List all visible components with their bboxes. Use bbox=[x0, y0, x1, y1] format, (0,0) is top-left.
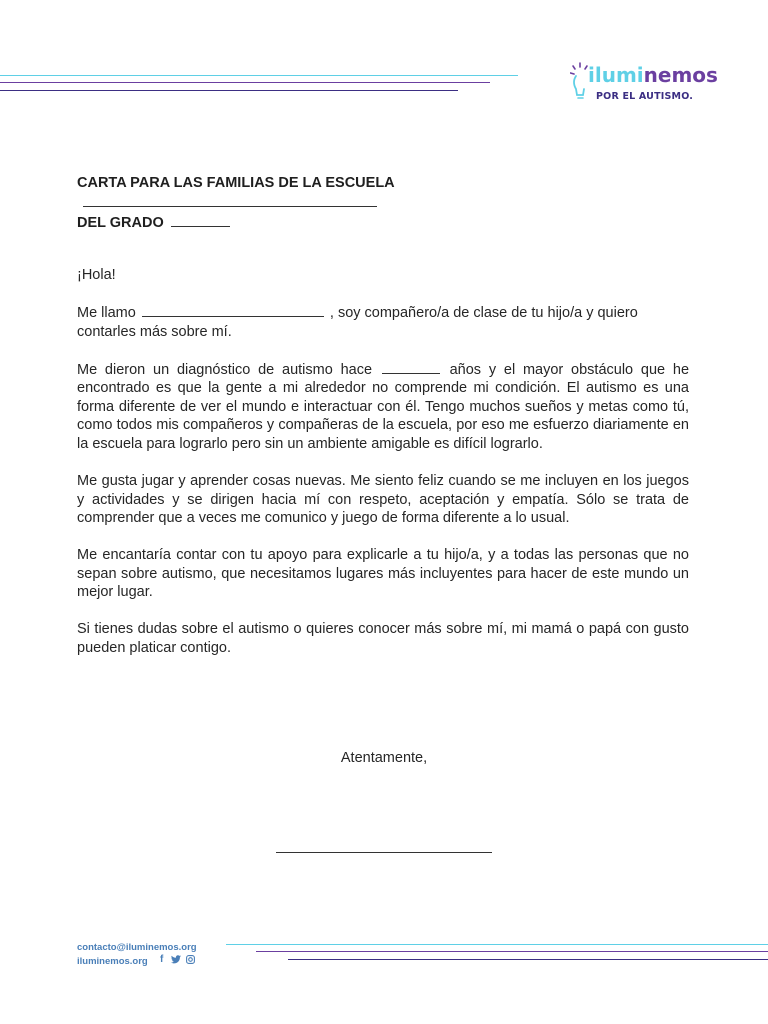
years-field[interactable] bbox=[382, 360, 440, 374]
grade-field[interactable] bbox=[171, 213, 230, 227]
footer-line-cyan bbox=[226, 944, 768, 945]
intro-before: Me llamo bbox=[77, 304, 136, 321]
intro-after: , soy compañero/a de clase de tu hijo/a y quiero contarles más sobre mí. bbox=[77, 304, 638, 340]
diagnosis-paragraph bbox=[77, 360, 689, 454]
footer-line-purple bbox=[256, 951, 768, 952]
student-name-field[interactable] bbox=[142, 303, 324, 317]
diagnosis-after: años y el mayor obstáculo que he encontrado es que la gente a mi alrededor no comprende mi condición. El autismo es una forma diferente de ver el mundo e interactuar con él. Tengo muchos sueños y metas como tú, como todos mis compañeros y compañeras de la escuela, por eso me esfuerzo diariamente en la escuela para lograrlo pero sin un ambiente amigable es difícil lograrlo. bbox=[77, 361, 690, 452]
logo bbox=[566, 56, 718, 108]
facebook-icon[interactable]: f bbox=[160, 954, 164, 965]
heading-grade-label: DEL GRADO bbox=[77, 215, 164, 231]
contact-paragraph: Si tienes dudas sobre el autismo o quieres conocer más sobre mí, mi mamá o papá con gusto pueden platicar contigo. bbox=[77, 621, 689, 656]
footer-website[interactable]: iluminemos.org bbox=[77, 956, 148, 967]
twitter-icon[interactable] bbox=[171, 955, 181, 964]
interests-paragraph: Me gusta jugar y aprender cosas nuevas. Me siento feliz cuando se me incluyen en los juegos y actividades y se dirigen hacia mí con respeto, aceptación y empatía. Sólo se trata de comprender que a veces me comunico y juego de forma diferente a lo usual. bbox=[77, 472, 689, 527]
signature-line[interactable] bbox=[276, 852, 492, 853]
header-line-cyan bbox=[0, 75, 518, 76]
heading-title: CARTA PARA LAS FAMILIAS DE LA ESCUELA bbox=[77, 175, 395, 191]
greeting: ¡Hola! bbox=[77, 267, 116, 283]
intro-paragraph bbox=[77, 303, 689, 341]
instagram-icon[interactable] bbox=[186, 955, 195, 964]
header-line-navy bbox=[0, 90, 458, 91]
heading-school-line bbox=[77, 174, 691, 213]
footer-email[interactable]: contacto@iluminemos.org bbox=[77, 942, 197, 953]
support-paragraph: Me encantaría contar con tu apoyo para explicarle a tu hijo/a, y a todas las personas que no sepan sobre autismo, que necesitamos lugares más incluyentes para hacer de este mundo un mejor lugar. bbox=[77, 547, 689, 601]
footer-line-navy bbox=[288, 959, 768, 960]
letter-body bbox=[77, 266, 689, 676]
school-name-field[interactable] bbox=[83, 193, 377, 207]
letter-heading bbox=[77, 174, 691, 233]
lightbulb-icon bbox=[570, 62, 590, 106]
logo-wordmark: iluminemos bbox=[588, 63, 718, 87]
heading-grade-line bbox=[77, 213, 691, 233]
closing: Atentamente, bbox=[340, 750, 428, 766]
header-line-purple bbox=[0, 82, 490, 83]
logo-tagline: POR EL AUTISMO. bbox=[596, 91, 694, 102]
diagnosis-before: Me dieron un diagnóstico de autismo hace bbox=[77, 361, 373, 378]
